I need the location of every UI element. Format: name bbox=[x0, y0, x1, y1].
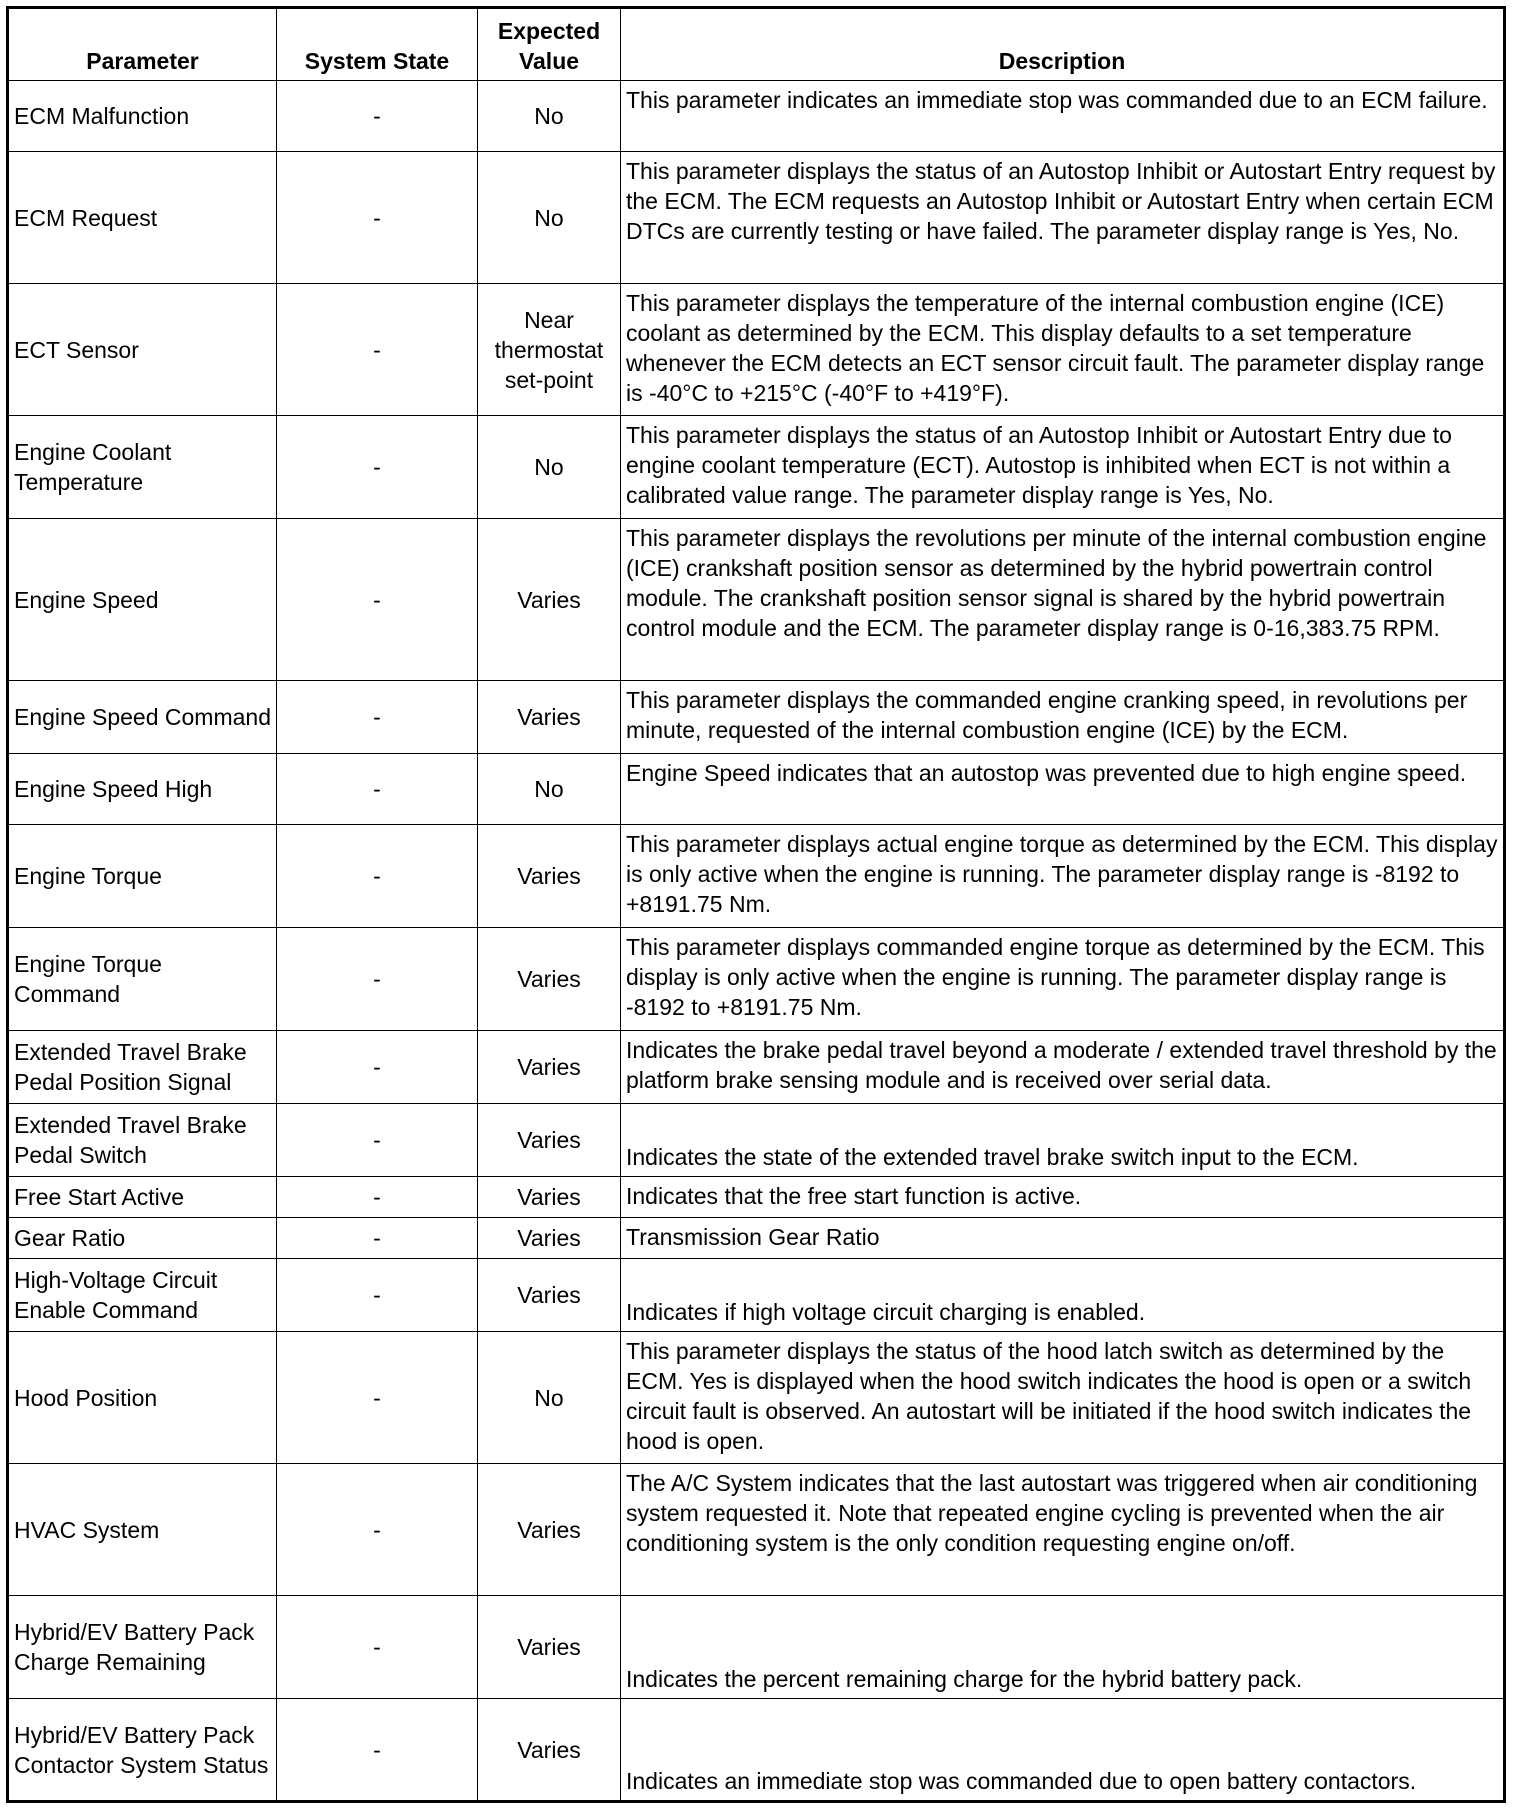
system-state-cell: - bbox=[277, 1177, 478, 1218]
system-state-cell: - bbox=[277, 81, 478, 152]
header-expected-value: Expected Value bbox=[478, 8, 621, 81]
parameter-table bbox=[6, 6, 1506, 1803]
table-row bbox=[8, 152, 1505, 284]
system-state-cell: - bbox=[277, 825, 478, 928]
description-cell: This parameter displays actual engine torque as determined by the ECM. This display is only active when the engine is running. The parameter display range is -8192 to +8191.75 Nm. bbox=[621, 825, 1505, 928]
expected-value-cell: No bbox=[478, 81, 621, 152]
parameter-cell: Hood Position bbox=[8, 1332, 277, 1464]
system-state-cell: - bbox=[277, 416, 478, 519]
description-cell: This parameter indicates an immediate stop was commanded due to an ECM failure. bbox=[621, 81, 1505, 152]
table-row bbox=[8, 416, 1505, 519]
parameter-cell: Gear Ratio bbox=[8, 1218, 277, 1259]
expected-value-cell: Varies bbox=[478, 1259, 621, 1332]
parameter-cell: Engine Torque Command bbox=[8, 928, 277, 1031]
parameter-cell: Engine Speed bbox=[8, 519, 277, 681]
system-state-cell: - bbox=[277, 1464, 478, 1596]
system-state-cell: - bbox=[277, 152, 478, 284]
description-cell: Indicates if high voltage circuit charging is enabled. bbox=[621, 1259, 1505, 1332]
expected-value-cell: Near thermostat set-point bbox=[478, 284, 621, 416]
header-description: Description bbox=[621, 8, 1505, 81]
table-row bbox=[8, 284, 1505, 416]
header-system-state: System State bbox=[277, 8, 478, 81]
system-state-cell: - bbox=[277, 1104, 478, 1177]
description-cell: This parameter displays the commanded engine cranking speed, in revolutions per minute, requested of the internal combustion engine (ICE) by the ECM. bbox=[621, 681, 1505, 754]
expected-value-cell: Varies bbox=[478, 681, 621, 754]
parameter-cell: Hybrid/EV Battery Pack Contactor System Status bbox=[8, 1699, 277, 1802]
description-cell: Indicates the percent remaining charge for the hybrid battery pack. bbox=[621, 1596, 1505, 1699]
header-parameter: Parameter bbox=[8, 8, 277, 81]
table-row bbox=[8, 681, 1505, 754]
expected-value-cell: Varies bbox=[478, 1218, 621, 1259]
parameter-cell: ECM Request bbox=[8, 152, 277, 284]
table-row bbox=[8, 1104, 1505, 1177]
description-cell: Transmission Gear Ratio bbox=[621, 1218, 1505, 1259]
description-cell: This parameter displays the revolutions per minute of the internal combustion engine (ICE) crankshaft position sensor as determined by the hybrid powertrain control module. The crankshaft position sensor signal is shared by the hybrid powertrain control module and the ECM. The parameter display range is 0-16,383.75 RPM. bbox=[621, 519, 1505, 681]
table-row bbox=[8, 519, 1505, 681]
table-row bbox=[8, 1031, 1505, 1104]
table-row bbox=[8, 1218, 1505, 1259]
description-cell: Indicates that the free start function is active. bbox=[621, 1177, 1505, 1218]
system-state-cell: - bbox=[277, 1259, 478, 1332]
system-state-cell: - bbox=[277, 928, 478, 1031]
expected-value-cell: Varies bbox=[478, 1699, 621, 1802]
expected-value-cell: Varies bbox=[478, 1031, 621, 1104]
system-state-cell: - bbox=[277, 754, 478, 825]
system-state-cell: - bbox=[277, 681, 478, 754]
parameter-cell: Extended Travel Brake Pedal Position Signal bbox=[8, 1031, 277, 1104]
description-cell: Indicates the state of the extended travel brake switch input to the ECM. bbox=[621, 1104, 1505, 1177]
table-row bbox=[8, 1332, 1505, 1464]
parameter-cell: Engine Coolant Temperature bbox=[8, 416, 277, 519]
expected-value-cell: No bbox=[478, 152, 621, 284]
parameter-cell: High-Voltage Circuit Enable Command bbox=[8, 1259, 277, 1332]
parameter-cell: Extended Travel Brake Pedal Switch bbox=[8, 1104, 277, 1177]
parameter-cell: Engine Speed Command bbox=[8, 681, 277, 754]
system-state-cell: - bbox=[277, 519, 478, 681]
table-row bbox=[8, 1259, 1505, 1332]
parameter-cell: ECM Malfunction bbox=[8, 81, 277, 152]
table-row bbox=[8, 1177, 1505, 1218]
table-row bbox=[8, 1464, 1505, 1596]
system-state-cell: - bbox=[277, 1332, 478, 1464]
parameter-cell: HVAC System bbox=[8, 1464, 277, 1596]
table-row bbox=[8, 928, 1505, 1031]
parameter-cell: Free Start Active bbox=[8, 1177, 277, 1218]
description-cell: This parameter displays commanded engine torque as determined by the ECM. This display is only active when the engine is running. The parameter display range is -8192 to +8191.75 Nm. bbox=[621, 928, 1505, 1031]
description-cell: The A/C System indicates that the last autostart was triggered when air conditioning system requested it. Note that repeated engine cycling is prevented when the air conditioning system is the only condition requesting engine on/off. bbox=[621, 1464, 1505, 1596]
description-cell: This parameter displays the status of the hood latch switch as determined by the ECM. Yes is displayed when the hood switch indicates the hood is open or a switch circuit fault is observed. An autostart will be initiated if the hood switch indicates the hood is open. bbox=[621, 1332, 1505, 1464]
table-row bbox=[8, 1596, 1505, 1699]
expected-value-cell: Varies bbox=[478, 1464, 621, 1596]
expected-value-cell: Varies bbox=[478, 1596, 621, 1699]
table-row bbox=[8, 1699, 1505, 1802]
description-cell: This parameter displays the status of an Autostop Inhibit or Autostart Entry due to engine coolant temperature (ECT). Autostop is inhibited when ECT is not within a calibrated value range. The parameter display range is Yes, No. bbox=[621, 416, 1505, 519]
parameter-cell: Engine Torque bbox=[8, 825, 277, 928]
description-cell: This parameter displays the status of an Autostop Inhibit or Autostart Entry request by the ECM. The ECM requests an Autostop Inhibit or Autostart Entry when certain ECM DTCs are currently testing or have failed. The parameter display range is Yes, No. bbox=[621, 152, 1505, 284]
description-cell: Engine Speed indicates that an autostop was prevented due to high engine speed. bbox=[621, 754, 1505, 825]
description-cell: This parameter displays the temperature of the internal combustion engine (ICE) coolant as determined by the ECM. This display defaults to a set temperature whenever the ECM detects an ECT sensor circuit fault. The parameter display range is -40°C to +215°C (-40°F to +419°F). bbox=[621, 284, 1505, 416]
description-cell: Indicates an immediate stop was commanded due to open battery contactors. bbox=[621, 1699, 1505, 1802]
table-row bbox=[8, 754, 1505, 825]
expected-value-cell: Varies bbox=[478, 928, 621, 1031]
parameter-cell: ECT Sensor bbox=[8, 284, 277, 416]
system-state-cell: - bbox=[277, 1031, 478, 1104]
description-cell: Indicates the brake pedal travel beyond a moderate / extended travel threshold by the platform brake sensing module and is received over serial data. bbox=[621, 1031, 1505, 1104]
expected-value-cell: No bbox=[478, 1332, 621, 1464]
expected-value-cell: No bbox=[478, 754, 621, 825]
header-row bbox=[8, 8, 1505, 81]
expected-value-cell: Varies bbox=[478, 1104, 621, 1177]
expected-value-cell: Varies bbox=[478, 825, 621, 928]
expected-value-cell: Varies bbox=[478, 1177, 621, 1218]
system-state-cell: - bbox=[277, 1699, 478, 1802]
table-row bbox=[8, 825, 1505, 928]
parameter-cell: Hybrid/EV Battery Pack Charge Remaining bbox=[8, 1596, 277, 1699]
system-state-cell: - bbox=[277, 1596, 478, 1699]
table-row bbox=[8, 81, 1505, 152]
expected-value-cell: Varies bbox=[478, 519, 621, 681]
parameter-cell: Engine Speed High bbox=[8, 754, 277, 825]
expected-value-cell: No bbox=[478, 416, 621, 519]
system-state-cell: - bbox=[277, 284, 478, 416]
system-state-cell: - bbox=[277, 1218, 478, 1259]
